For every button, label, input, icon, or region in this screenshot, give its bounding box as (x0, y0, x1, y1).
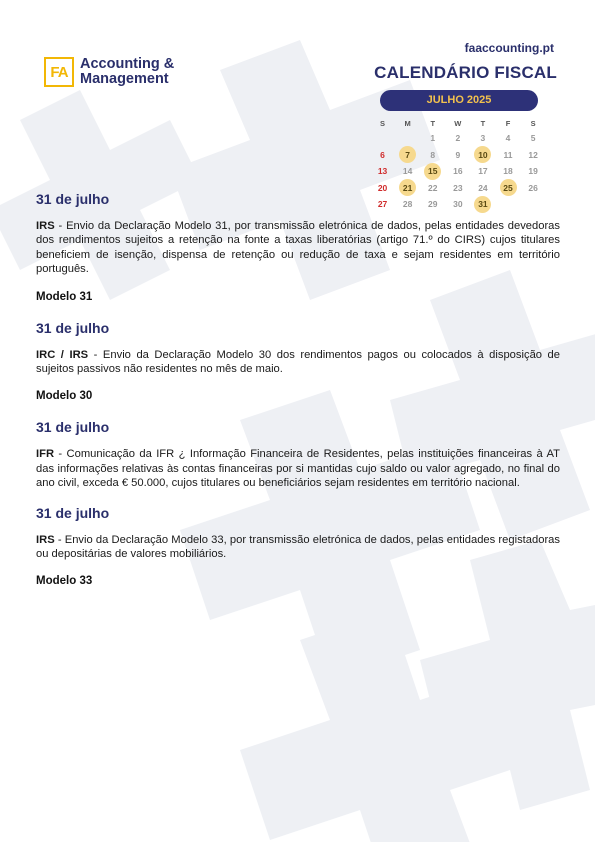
deadline-entry (36, 191, 560, 303)
deadline-text: - Envio da Declaração Modelo 33, por transmissão eletrónica de dados, pelas entidades registadoras ou depositárias de valores mobiliários. (36, 533, 560, 561)
logo-line-1: Accounting & (80, 56, 175, 72)
deadline-description (36, 348, 560, 377)
calendar-day (395, 147, 420, 164)
calendar-day-number: 23 (453, 182, 463, 193)
form-model-label: Modelo 31 (36, 290, 93, 303)
tax-type: IFR (36, 448, 55, 461)
calendar-day-number: 22 (428, 182, 438, 193)
deadline-text: - Envio da Declaração Modelo 31, por transmissão eletrónica de dados, pelas entidades devedoras dos rendimentos sujeitos a retenção na fonte a taxas liberatórias (artigo 71.º do CIRS) cujos titulares beneficiem de isenção, dispensa de retenção ou redução de taxa e sejam residentes em território português. (36, 220, 560, 276)
tax-type: IRC / IRS (36, 348, 89, 361)
deadline-description (36, 447, 560, 490)
calendar-day (420, 147, 445, 164)
calendar-day-number: 19 (528, 166, 538, 177)
calendar-weekday: T (430, 119, 436, 128)
form-model-label: Modelo 33 (36, 575, 93, 588)
calendar-day-number: 18 (503, 166, 513, 177)
calendar-day-number: 30 (453, 199, 463, 210)
calendar-day (470, 163, 495, 180)
logo-line-2: Management (80, 71, 169, 87)
calendar-weekday-row (370, 117, 546, 130)
calendar-day (395, 130, 420, 147)
calendar-weekday: W (454, 119, 462, 128)
deadline-date: 31 de julho (36, 419, 110, 436)
calendar-day-highlighted: 7 (399, 146, 416, 163)
calendar-week-row (370, 147, 546, 164)
calendar-day (395, 163, 420, 180)
deadline-list (36, 191, 560, 604)
deadline-description (36, 219, 560, 277)
calendar-week-row (370, 163, 546, 180)
calendar-day-highlighted: 10 (474, 146, 491, 163)
deadline-text: - Comunicação da IFR ¿ Informação Financeira de Residentes, pelas instituições financeiras à AT das informações relativas às contas financeiras por si mantidas cujo saldo ou valor agregado, no final do ano civil, exceda € 50.000, cujos titulares ou beneficiários sejam residentes em território nacional. (36, 448, 560, 490)
calendar-weekday: M (404, 119, 411, 128)
calendar-day (521, 130, 546, 147)
calendar-day-number: 13 (377, 166, 388, 177)
calendar-day-number: 9 (455, 149, 461, 160)
calendar-day-highlighted: 21 (399, 179, 416, 196)
deadline-entry (36, 505, 560, 588)
calendar-day (521, 163, 546, 180)
deadline-entry (36, 419, 560, 490)
calendar-day-number: 12 (528, 149, 538, 160)
company-logo (44, 57, 174, 87)
calendar-day-number: 3 (480, 133, 486, 144)
calendar-day-number: 6 (380, 149, 385, 160)
website-url: faaccounting.pt (464, 41, 554, 55)
calendar-day (495, 130, 520, 147)
logo-text (80, 57, 174, 87)
calendar-day (370, 147, 395, 164)
calendar-day (445, 147, 470, 164)
deadline-date: 31 de julho (36, 504, 110, 521)
calendar-day (420, 163, 445, 180)
calendar-day-number: 26 (528, 182, 538, 193)
calendar-day-number: 17 (478, 166, 488, 177)
calendar-day (470, 130, 495, 147)
calendar-day-highlighted: 31 (474, 196, 491, 213)
form-model-label: Modelo 30 (36, 390, 93, 403)
fa-logo-icon: FA (44, 57, 74, 87)
calendar-day-highlighted: 25 (500, 179, 517, 196)
deadline-date: 31 de julho (36, 191, 110, 207)
calendar-day-number: 5 (530, 133, 536, 144)
calendar-day (370, 130, 395, 147)
calendar-day (445, 130, 470, 147)
calendar-day-number: 24 (478, 182, 488, 193)
deadline-description (36, 533, 560, 562)
calendar-day (521, 147, 546, 164)
calendar-day-highlighted: 15 (424, 163, 441, 180)
calendar-day (420, 130, 445, 147)
calendar-day-number: 29 (428, 199, 438, 210)
calendar-day (445, 163, 470, 180)
calendar-day-number: 14 (402, 166, 413, 177)
tax-type: IRS (36, 220, 55, 232)
calendar-day-number: 27 (377, 199, 388, 210)
calendar-weekday: T (480, 119, 486, 128)
calendar-weekday: S (530, 119, 536, 128)
calendar-day-number: 8 (430, 149, 436, 160)
calendar-month-label: JULHO 2025 (380, 90, 538, 111)
calendar-day-number: 20 (377, 182, 388, 193)
calendar-weekday: S (380, 119, 386, 128)
deadline-text: - Envio da Declaração Modelo 30 dos rendimentos pagos ou colocados à disposição de sujeitos passivos não residentes no mês de maio. (36, 348, 560, 376)
calendar-day-number: 4 (505, 133, 511, 144)
calendar-day (370, 163, 395, 180)
calendar-day-number: 11 (503, 149, 513, 160)
calendar-week-row (370, 130, 546, 147)
deadline-entry (36, 320, 560, 403)
calendar-day-number: 1 (430, 133, 436, 144)
calendar-day-number (374, 130, 391, 147)
calendar-day-number: 16 (453, 166, 463, 177)
tax-type: IRS (36, 533, 55, 546)
deadline-date: 31 de julho (36, 319, 110, 336)
calendar-day-number (399, 130, 416, 147)
calendar-day (470, 147, 495, 164)
calendar-day-number: 28 (402, 199, 413, 210)
calendar-weekday: F (505, 119, 511, 128)
page-title: CALENDÁRIO FISCAL (374, 63, 557, 82)
calendar-day (495, 147, 520, 164)
calendar-day-number: 2 (455, 133, 461, 144)
calendar-day (495, 163, 520, 180)
